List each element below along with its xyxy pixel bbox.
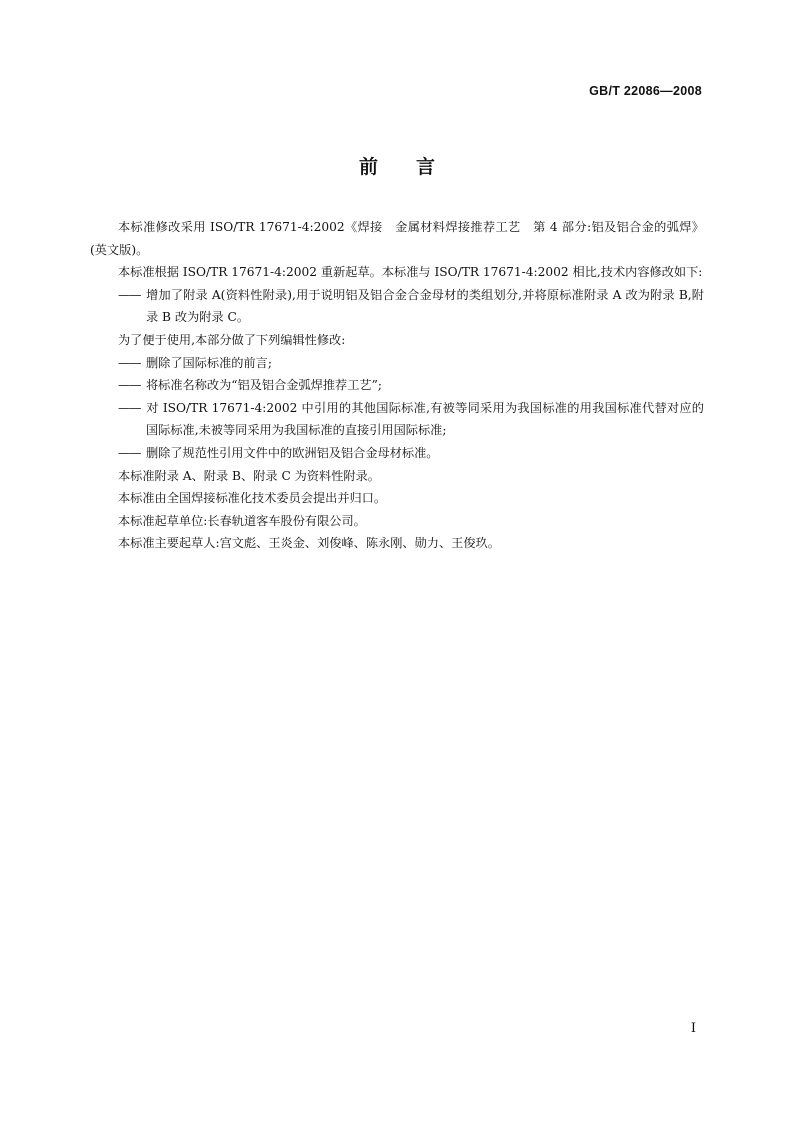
list-item-editorial-change: —— 删除了规范性引用文件中的欧洲铝及铝合金母材标准。 [90, 442, 704, 465]
list-item-editorial-change: —— 将标准名称改为“铝及铝合金弧焊推荐工艺”; [90, 374, 704, 397]
dash-mark: —— [118, 378, 141, 393]
foreword-body [90, 216, 704, 555]
page-number: I [690, 1021, 696, 1036]
paragraph-drafting-unit: 本标准起草单位:长春轨道客车股份有限公司。 [118, 513, 366, 528]
page-title [0, 152, 794, 179]
dash-mark: —— [118, 400, 141, 415]
paragraph-annex-info: 本标准附录 A、附录 B、附录 C 为资料性附录。 [118, 468, 380, 483]
title-char-2: 言 [416, 156, 436, 178]
list-item-technical-change: —— 增加了附录 A(资料性附录),用于说明铝及铝合金合金母材的类组划分,并将原标准附录 A 改为附录 B,附录 B 改为附录 C。 [90, 284, 704, 329]
paragraph-adoption: 本标准修改采用 ISO/TR 17671-4:2002《焊接 金属材料焊接推荐工艺 第 4 部分:铝及铝合金的弧焊》(英文版)。 [90, 220, 704, 257]
paragraph-redraft: 本标准根据 ISO/TR 17671-4:2002 重新起草。本标准与 ISO/TR 17671-4:2002 相比,技术内容修改如下: [118, 265, 703, 280]
title-char-1: 前 [358, 156, 378, 178]
list-item-editorial-change: —— 对 ISO/TR 17671-4:2002 中引用的其他国际标准,有被等同采用为我国标准的用我国标准代替对应的国际标准,未被等同采用为我国标准的直接引用国际标准; [90, 397, 704, 442]
paragraph-proposer: 本标准由全国焊接标准化技术委员会提出并归口。 [118, 491, 387, 506]
dash-mark: —— [118, 445, 141, 460]
paragraph-drafters: 本标准主要起草人:宫文彪、王炎金、刘俊峰、陈永刚、勋力、王俊玖。 [118, 536, 500, 551]
paragraph-editorial-intro: 为了便于使用,本部分做了下列编辑性修改: [118, 332, 346, 347]
standard-code: GB/T 22086—2008 [589, 84, 702, 98]
dash-mark: —— [118, 355, 141, 370]
dash-mark: —— [118, 287, 141, 302]
list-item-editorial-change: —— 删除了国际标准的前言; [90, 352, 704, 375]
